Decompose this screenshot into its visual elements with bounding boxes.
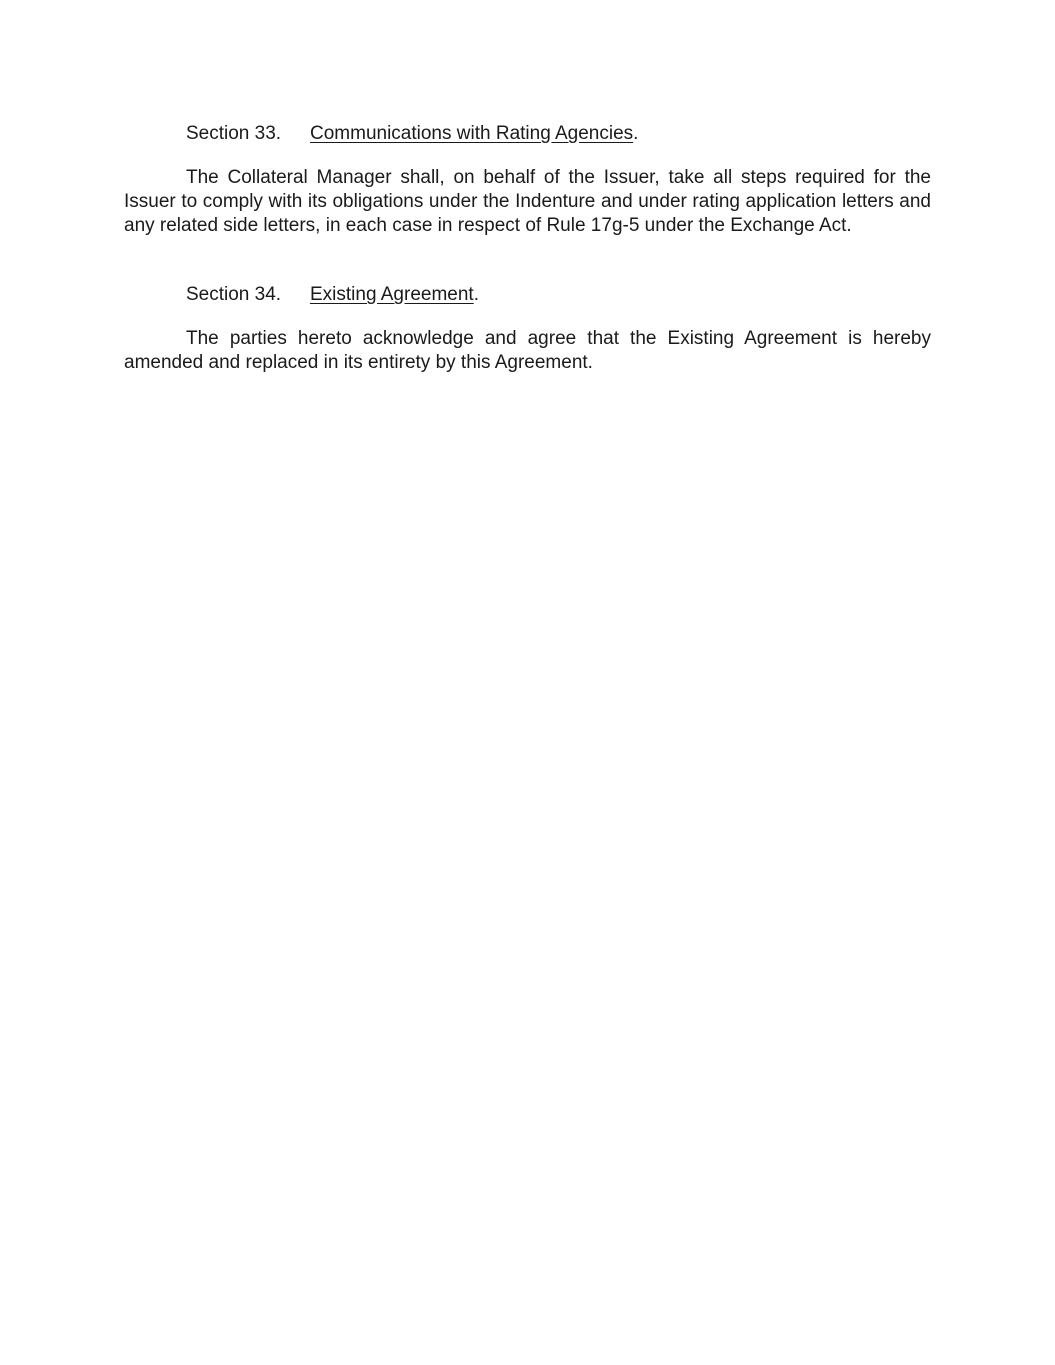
- document-body: [124, 122, 931, 375]
- section-paragraph: The Collateral Manager shall, on behalf of the Issuer, take all steps required for the Issuer to comply with its obligations under the Indenture and under rating application letters and any related side letters, in each case in respect of Rule 17g-5 under the Exchange Act.: [124, 167, 931, 236]
- section-number: Section 34.: [186, 284, 282, 305]
- section-heading: [124, 122, 931, 146]
- section-title: Communications with Rating Agencies: [310, 123, 634, 144]
- section-title-suffix: .: [633, 123, 639, 144]
- section-34: [124, 283, 931, 375]
- section-number: Section 33.: [186, 123, 282, 144]
- section-heading: [124, 283, 931, 307]
- section-33: [124, 122, 931, 238]
- section-title: Existing Agreement: [310, 284, 474, 305]
- section-paragraph: The parties hereto acknowledge and agree that the Existing Agreement is hereby amended and replaced in its entirety by this Agreement.: [124, 328, 931, 373]
- section-title-suffix: .: [473, 284, 479, 305]
